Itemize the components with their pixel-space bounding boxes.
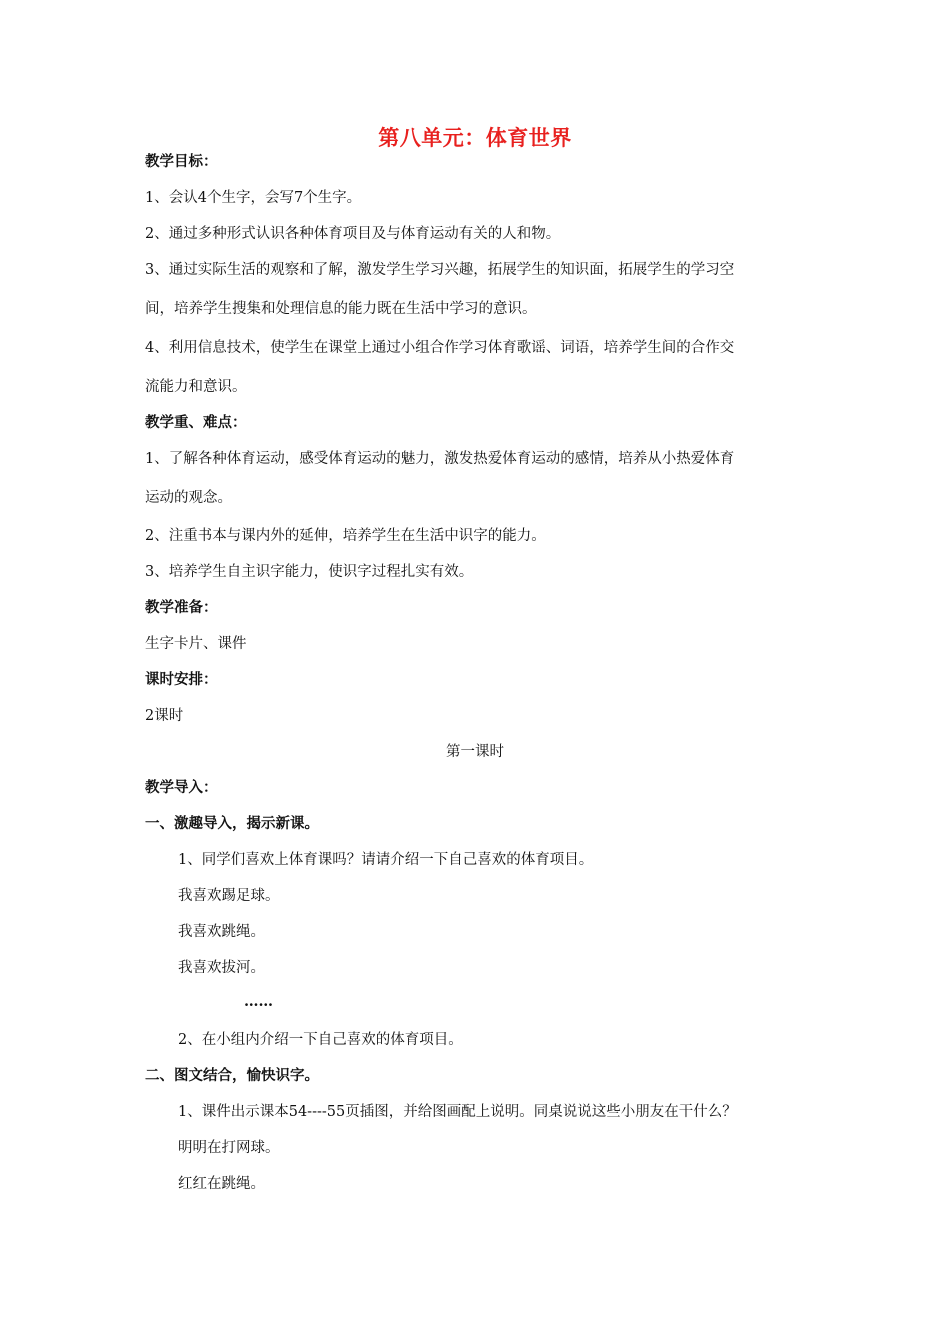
section2-answer: 明明在打网球。 (178, 1140, 280, 1156)
section1-question-2: 2、在小组内介绍一下自己喜欢的体育项目。 (178, 1032, 463, 1048)
goal-item: 间，培养学生搜集和处理信息的能力既在生活中学习的意识。 (145, 301, 537, 317)
schedule-heading: 课时安排： (145, 671, 218, 688)
section1-answer: 我喜欢踢足球。 (178, 888, 280, 904)
key-point-item: 2、注重书本与课内外的延伸，培养学生在生活中识字的能力。 (145, 528, 546, 544)
section1-ellipsis: …… (244, 993, 273, 1010)
document-title: 第八单元：体育世界 (378, 125, 572, 150)
goal-item: 流能力和意识。 (145, 379, 247, 395)
preparation-text: 生字卡片、课件 (145, 636, 247, 652)
lesson-title: 第一课时 (446, 744, 504, 760)
key-point-item: 运动的观念。 (145, 490, 232, 506)
preparation-heading: 教学准备： (145, 599, 218, 616)
section1-answer: 我喜欢拔河。 (178, 960, 265, 976)
key-points-heading: 教学重、难点： (145, 414, 247, 431)
intro-heading: 教学导入： (145, 779, 218, 796)
goal-item: 2、通过多种形式认识各种体育项目及与体育运动有关的人和物。 (145, 226, 561, 242)
goal-item: 1、会认4个生字，会写7个生字。 (145, 190, 362, 206)
goal-item: 4、利用信息技术，使学生在课堂上通过小组合作学习体育歌谣、词语，培养学生间的合作交 (145, 340, 735, 356)
section1-question-1: 1、同学们喜欢上体育课吗？请请介绍一下自己喜欢的体育项目。 (178, 852, 594, 868)
section2-question-1: 1、课件出示课本54----55页插图，并给图画配上说明。同桌说说这些小朋友在干什么？ (178, 1104, 737, 1120)
goal-item: 3、通过实际生活的观察和了解，激发学生学习兴趣，拓展学生的知识面，拓展学生的学习空 (145, 262, 735, 278)
section1-heading: 一、激趣导入，揭示新课。 (145, 815, 319, 832)
section2-answer: 红红在跳绳。 (178, 1176, 265, 1192)
section1-answer: 我喜欢跳绳。 (178, 924, 265, 940)
goals-heading: 教学目标： (145, 153, 218, 170)
section2-heading: 二、图文结合，愉快识字。 (145, 1067, 319, 1084)
key-point-item: 1、了解各种体育运动，感受体育运动的魅力，激发热爱体育运动的感情，培养从小热爱体育 (145, 451, 735, 467)
schedule-text: 2课时 (145, 708, 184, 724)
key-point-item: 3、培养学生自主识字能力，使识字过程扎实有效。 (145, 564, 474, 580)
